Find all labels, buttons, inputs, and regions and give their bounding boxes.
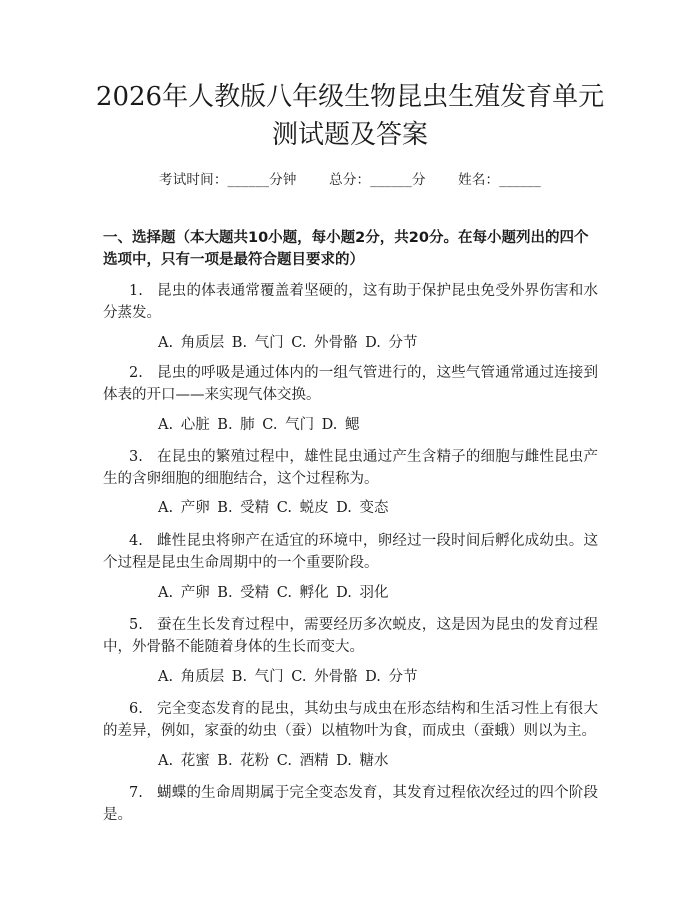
question-3 <box>103 446 598 490</box>
question-2 <box>103 362 598 406</box>
question-2-options: A. 心脏 B. 肺 C. 气门 D. 鳃 <box>158 417 360 433</box>
question-number: 1. <box>129 283 143 299</box>
title-line-2: 测试题及答案 <box>271 120 428 150</box>
question-7 <box>103 782 598 826</box>
exam-name: 姓名：______ <box>458 172 541 188</box>
question-5-options: A. 角质层 B. 气门 C. 外骨骼 D. 分节 <box>158 669 418 685</box>
section-heading: 一、选择题（本大题共10小题，每小题2分，共20分。在每小题列出的四个选项中，只有一项是最符合题目要求的） <box>103 230 589 268</box>
question-text: 昆虫的呼吸是通过体内的一组气管进行的，这些气管通常通过连接到体表的开口——来实现气体交换。 <box>103 365 598 403</box>
question-number: 5. <box>129 617 143 633</box>
question-text: 在昆虫的繁殖过程中，雄性昆虫通过产生含精子的细胞与雌性昆虫产生的含卵细胞的细胞结合，这个过程称为。 <box>103 449 598 487</box>
question-text: 昆虫的体表通常覆盖着坚硬的，这有助于保护昆虫免受外界伤害和水分蒸发。 <box>103 283 598 321</box>
question-number: 3. <box>129 449 143 465</box>
question-6 <box>103 698 598 742</box>
question-3-options: A. 产卵 B. 受精 C. 蜕皮 D. 变态 <box>158 500 389 516</box>
question-text: 完全变态发育的昆虫，其幼虫与成虫在形态结构和生活习性上有很大的差异，例如，家蚕的幼虫（蚕）以植物叶为食，而成虫（蚕蛾）则以为主。 <box>103 701 598 739</box>
question-text: 蚕在生长发育过程中，需要经历多次蜕皮，这是因为昆虫的发育过程中，外骨骼不能随着身体的生长而变大。 <box>103 617 598 655</box>
exam-info <box>0 168 700 188</box>
question-4-options: A. 产卵 B. 受精 C. 孵化 D. 羽化 <box>158 585 389 601</box>
exam-score: 总分：______分 <box>329 172 426 188</box>
question-number: 4. <box>129 533 143 549</box>
question-number: 7. <box>129 785 143 801</box>
question-text: 蝴蝶的生命周期属于完全变态发育，其发育过程依次经过的四个阶段是。 <box>103 785 598 823</box>
title-line-1: 2026年人教版八年级生物昆虫生殖发育单元 <box>95 82 605 112</box>
exam-time: 考试时间：______分钟 <box>159 172 297 188</box>
question-number: 2. <box>129 365 143 381</box>
question-text: 雌性昆虫将卵产在适宜的环境中，卵经过一段时间后孵化成幼虫。这个过程是昆虫生命周期中的一个重要阶段。 <box>103 533 598 571</box>
question-number: 6. <box>129 701 143 717</box>
question-4 <box>103 530 598 574</box>
document-title <box>60 78 640 154</box>
question-1 <box>103 280 598 324</box>
question-1-options: A. 角质层 B. 气门 C. 外骨骼 D. 分节 <box>158 335 418 351</box>
question-6-options: A. 花蜜 B. 花粉 C. 酒精 D. 糖水 <box>158 753 389 769</box>
question-5 <box>103 614 598 658</box>
